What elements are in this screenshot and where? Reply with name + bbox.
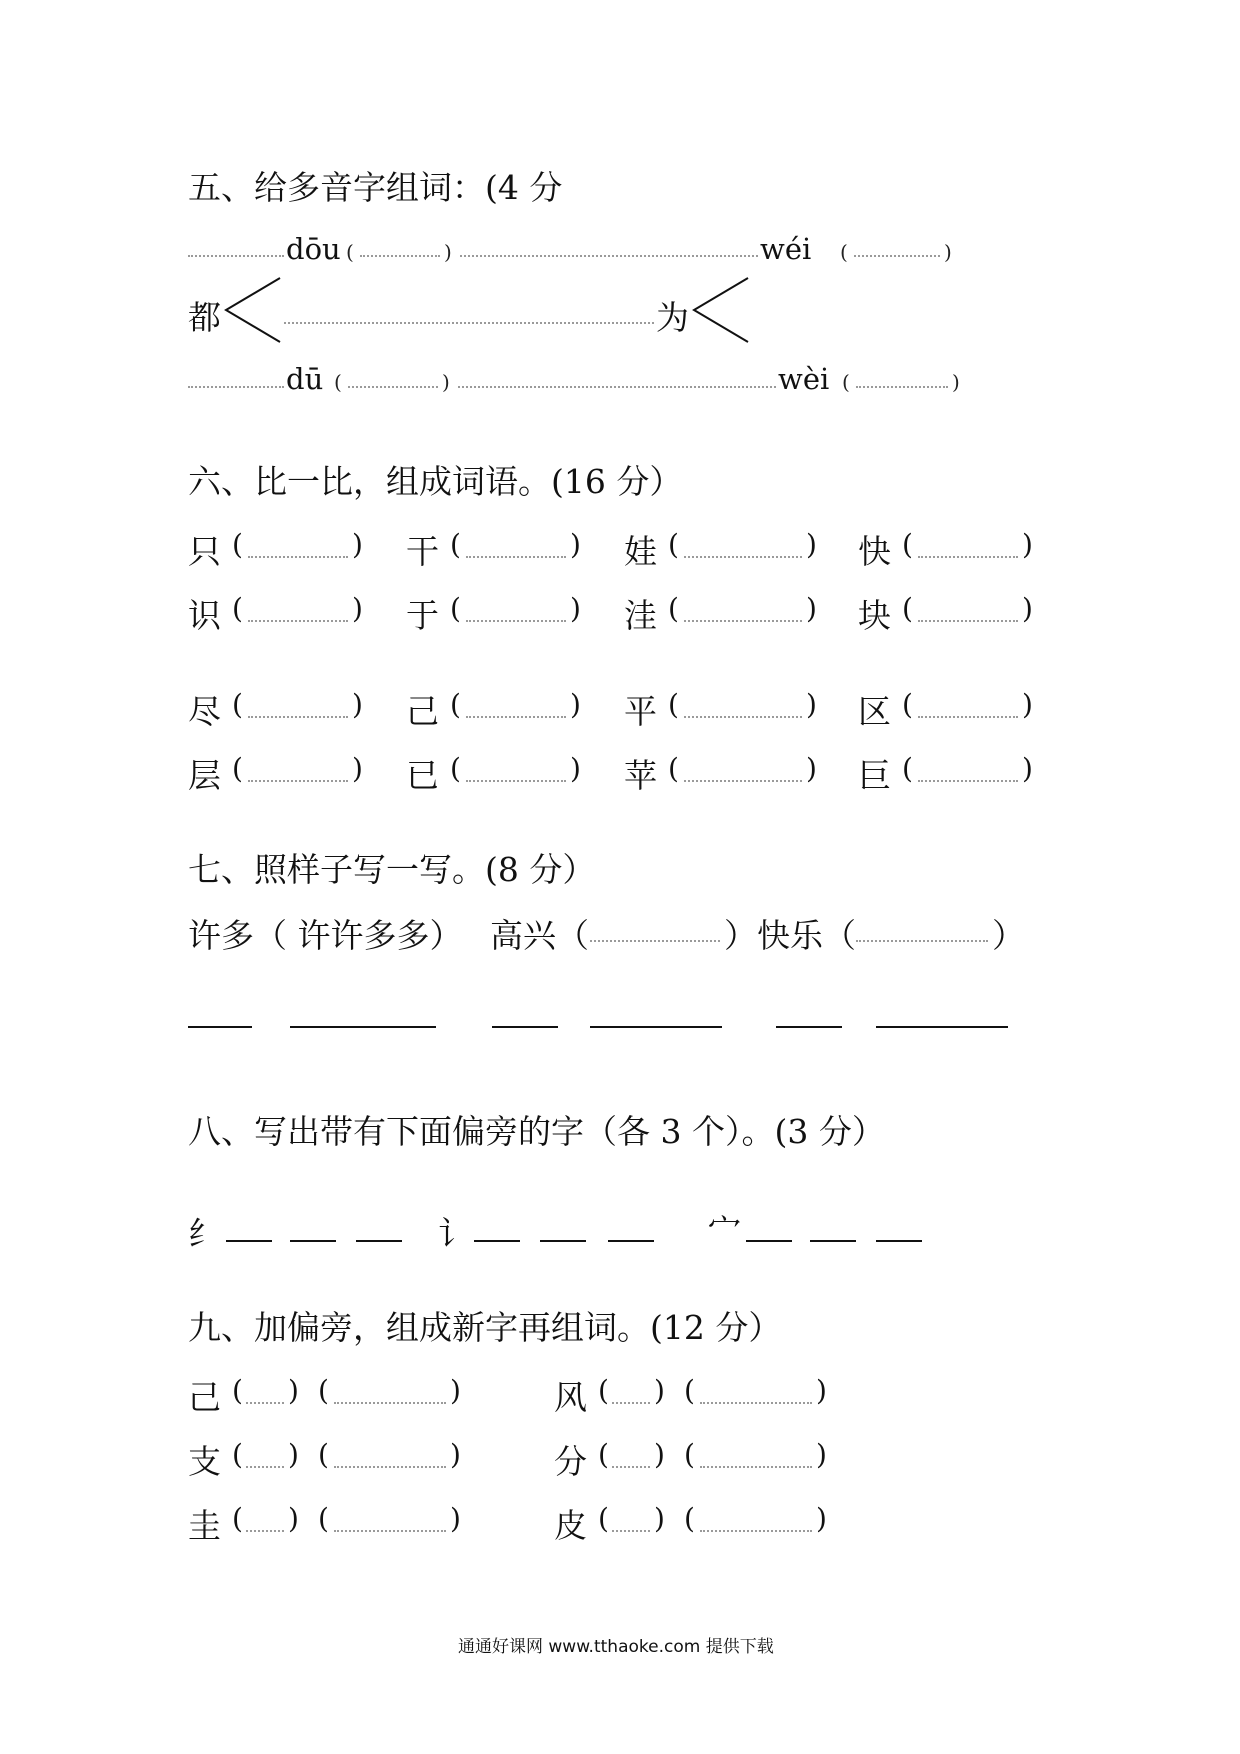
- answer-blank[interactable]: [918, 556, 1018, 558]
- answer-blank[interactable]: [700, 1530, 812, 1532]
- answer-blank[interactable]: [856, 940, 988, 942]
- answer-paren-open: (: [842, 370, 850, 394]
- compare-char: 娃: [624, 532, 657, 571]
- base-char-right: 皮: [554, 1506, 587, 1545]
- compare-char: 快: [858, 532, 891, 571]
- section8-title: 八、写出带有下面偏旁的字（各 3 个）。(3 分）: [188, 1112, 885, 1151]
- answer-line[interactable]: [226, 1240, 272, 1242]
- answer-blank[interactable]: [248, 620, 348, 622]
- example-word: 许多（ 许许多多）: [188, 916, 463, 955]
- answer-paren-close: ): [352, 592, 363, 625]
- pinyin-reading: dū: [286, 362, 324, 396]
- answer-blank[interactable]: [684, 716, 802, 718]
- answer-line[interactable]: [188, 1026, 252, 1028]
- answer-paren-open: (: [840, 240, 848, 264]
- answer-paren-open: (: [450, 752, 461, 785]
- answer-paren-open: (: [232, 1374, 243, 1407]
- answer-paren-close: ): [816, 1438, 827, 1471]
- answer-line[interactable]: [746, 1240, 792, 1242]
- answer-paren-close: ): [288, 1438, 299, 1471]
- pinyin-reading: dōu: [286, 232, 341, 266]
- answer-blank[interactable]: [466, 780, 566, 782]
- pinyin-reading: wéi: [760, 232, 812, 266]
- base-char-left: 圭: [188, 1506, 221, 1545]
- pinyin-reading: wèi: [778, 362, 830, 396]
- answer-paren-open: (: [232, 752, 243, 785]
- answer-paren-close: ): [806, 752, 817, 785]
- answer-line[interactable]: [492, 1026, 558, 1028]
- answer-paren-close: ): [570, 592, 581, 625]
- polyphone-char: 都: [188, 298, 221, 337]
- answer-paren-close: ): [944, 240, 952, 264]
- branch-bracket-icon: [690, 276, 750, 344]
- answer-line[interactable]: [608, 1240, 654, 1242]
- section5-title: 五、给多音字组词：(4 分: [188, 168, 563, 207]
- compare-char: 己: [406, 692, 439, 731]
- compare-char: 层: [188, 756, 221, 795]
- answer-paren-close: ): [570, 688, 581, 721]
- answer-paren-close: ): [288, 1374, 299, 1407]
- answer-line[interactable]: [474, 1240, 520, 1242]
- radical: 讠: [438, 1214, 471, 1253]
- compare-char: 干: [406, 532, 439, 571]
- base-char-left: 支: [188, 1442, 221, 1481]
- base-char-left: 己: [188, 1378, 221, 1417]
- answer-blank[interactable]: [918, 780, 1018, 782]
- compare-char: 尽: [188, 692, 221, 731]
- answer-paren-open: (: [684, 1438, 695, 1471]
- answer-blank[interactable]: [684, 556, 802, 558]
- answer-blank[interactable]: [856, 386, 948, 388]
- dotted-filler: [284, 322, 654, 324]
- answer-paren-open: (: [232, 688, 243, 721]
- answer-blank[interactable]: [466, 556, 566, 558]
- answer-paren-close: ): [654, 1502, 665, 1535]
- task-word: 高兴（: [490, 916, 589, 955]
- compare-char: 洼: [624, 596, 657, 635]
- dotted-filler: [460, 255, 758, 257]
- dotted-filler: [188, 386, 284, 388]
- compare-char: 区: [858, 692, 891, 731]
- answer-blank[interactable]: [334, 1530, 446, 1532]
- answer-blank[interactable]: [348, 386, 438, 388]
- answer-paren-open: (: [668, 592, 679, 625]
- answer-paren-open: (: [902, 752, 913, 785]
- section9-title: 九、加偏旁，组成新字再组词。(12 分）: [188, 1308, 782, 1347]
- answer-blank[interactable]: [612, 1402, 650, 1404]
- answer-paren-open: (: [598, 1502, 609, 1535]
- answer-paren-close: ): [816, 1374, 827, 1407]
- answer-paren-close: ): [654, 1374, 665, 1407]
- close-paren: ）: [992, 916, 1025, 955]
- answer-paren-close: ): [352, 752, 363, 785]
- answer-paren-close: ): [352, 688, 363, 721]
- dotted-filler: [188, 255, 284, 257]
- answer-blank[interactable]: [246, 1402, 284, 1404]
- answer-line[interactable]: [290, 1240, 336, 1242]
- task-word: ）快乐（: [724, 916, 856, 955]
- answer-paren-open: (: [668, 528, 679, 561]
- answer-paren-close: ): [654, 1438, 665, 1471]
- answer-paren-open: (: [450, 592, 461, 625]
- answer-paren-close: ): [1022, 592, 1033, 625]
- answer-paren-close: ): [450, 1502, 461, 1535]
- section7-title: 七、照样子写一写。(8 分）: [188, 850, 596, 889]
- answer-paren-close: ): [570, 528, 581, 561]
- branch-bracket-icon: [222, 276, 282, 344]
- radical: 纟: [188, 1214, 221, 1253]
- answer-blank[interactable]: [360, 255, 440, 257]
- answer-paren-close: ): [952, 370, 960, 394]
- answer-line[interactable]: [876, 1240, 922, 1242]
- answer-paren-close: ): [1022, 528, 1033, 561]
- answer-paren-open: (: [232, 592, 243, 625]
- answer-blank[interactable]: [248, 556, 348, 558]
- answer-paren-close: ): [352, 528, 363, 561]
- dotted-filler: [458, 386, 776, 388]
- answer-blank[interactable]: [334, 1402, 446, 1404]
- answer-blank[interactable]: [246, 1530, 284, 1532]
- answer-paren-open: (: [318, 1438, 329, 1471]
- answer-blank[interactable]: [466, 716, 566, 718]
- answer-line[interactable]: [810, 1240, 856, 1242]
- radical: 宀: [708, 1210, 741, 1249]
- answer-paren-close: ): [570, 752, 581, 785]
- answer-paren-open: (: [318, 1374, 329, 1407]
- answer-line[interactable]: [356, 1240, 402, 1242]
- answer-paren-close: ): [1022, 688, 1033, 721]
- answer-paren-open: (: [902, 688, 913, 721]
- answer-paren-close: ): [444, 240, 452, 264]
- compare-char: 苹: [624, 756, 657, 795]
- page-footer: 通通好课网 www.tthaoke.com 提供下载: [458, 1637, 774, 1657]
- answer-blank[interactable]: [612, 1530, 650, 1532]
- answer-paren-close: ): [806, 528, 817, 561]
- answer-paren-open: (: [232, 1502, 243, 1535]
- answer-paren-open: (: [232, 528, 243, 561]
- polyphone-char: 为: [656, 298, 689, 337]
- answer-paren-close: ): [442, 370, 450, 394]
- answer-paren-open: (: [684, 1374, 695, 1407]
- base-char-right: 风: [554, 1378, 587, 1417]
- answer-paren-open: (: [318, 1502, 329, 1535]
- answer-line[interactable]: [290, 1026, 436, 1028]
- answer-blank[interactable]: [700, 1466, 812, 1468]
- answer-paren-close: ): [1022, 752, 1033, 785]
- answer-line[interactable]: [776, 1026, 842, 1028]
- compare-char: 于: [406, 596, 439, 635]
- answer-paren-close: ): [450, 1438, 461, 1471]
- answer-paren-open: (: [346, 240, 354, 264]
- answer-blank[interactable]: [466, 620, 566, 622]
- answer-blank[interactable]: [612, 1466, 650, 1468]
- answer-paren-open: (: [334, 370, 342, 394]
- answer-blank[interactable]: [700, 1402, 812, 1404]
- answer-paren-open: (: [902, 528, 913, 561]
- answer-line[interactable]: [540, 1240, 586, 1242]
- answer-paren-open: (: [684, 1502, 695, 1535]
- answer-blank[interactable]: [684, 620, 802, 622]
- answer-paren-open: (: [450, 528, 461, 561]
- answer-paren-open: (: [668, 752, 679, 785]
- answer-paren-open: (: [668, 688, 679, 721]
- answer-blank[interactable]: [918, 716, 1018, 718]
- answer-blank[interactable]: [854, 255, 940, 257]
- answer-blank[interactable]: [248, 716, 348, 718]
- base-char-right: 分: [554, 1442, 587, 1481]
- section6-title: 六、比一比，组成词语。(16 分）: [188, 462, 683, 501]
- answer-blank[interactable]: [246, 1466, 284, 1468]
- answer-paren-close: ): [450, 1374, 461, 1407]
- answer-line[interactable]: [876, 1026, 1008, 1028]
- compare-char: 平: [624, 692, 657, 731]
- compare-char: 只: [188, 532, 221, 571]
- answer-paren-open: (: [598, 1438, 609, 1471]
- answer-paren-close: ): [288, 1502, 299, 1535]
- answer-blank[interactable]: [918, 620, 1018, 622]
- answer-blank[interactable]: [590, 940, 720, 942]
- answer-blank[interactable]: [334, 1466, 446, 1468]
- answer-paren-open: (: [902, 592, 913, 625]
- answer-paren-close: ): [806, 592, 817, 625]
- answer-line[interactable]: [590, 1026, 722, 1028]
- answer-blank[interactable]: [684, 780, 802, 782]
- answer-paren-close: ): [806, 688, 817, 721]
- answer-blank[interactable]: [248, 780, 348, 782]
- compare-char: 巨: [858, 756, 891, 795]
- answer-paren-open: (: [598, 1374, 609, 1407]
- answer-paren-open: (: [232, 1438, 243, 1471]
- compare-char: 块: [858, 596, 891, 635]
- compare-char: 已: [406, 756, 439, 795]
- compare-char: 识: [188, 596, 221, 635]
- answer-paren-close: ): [816, 1502, 827, 1535]
- answer-paren-open: (: [450, 688, 461, 721]
